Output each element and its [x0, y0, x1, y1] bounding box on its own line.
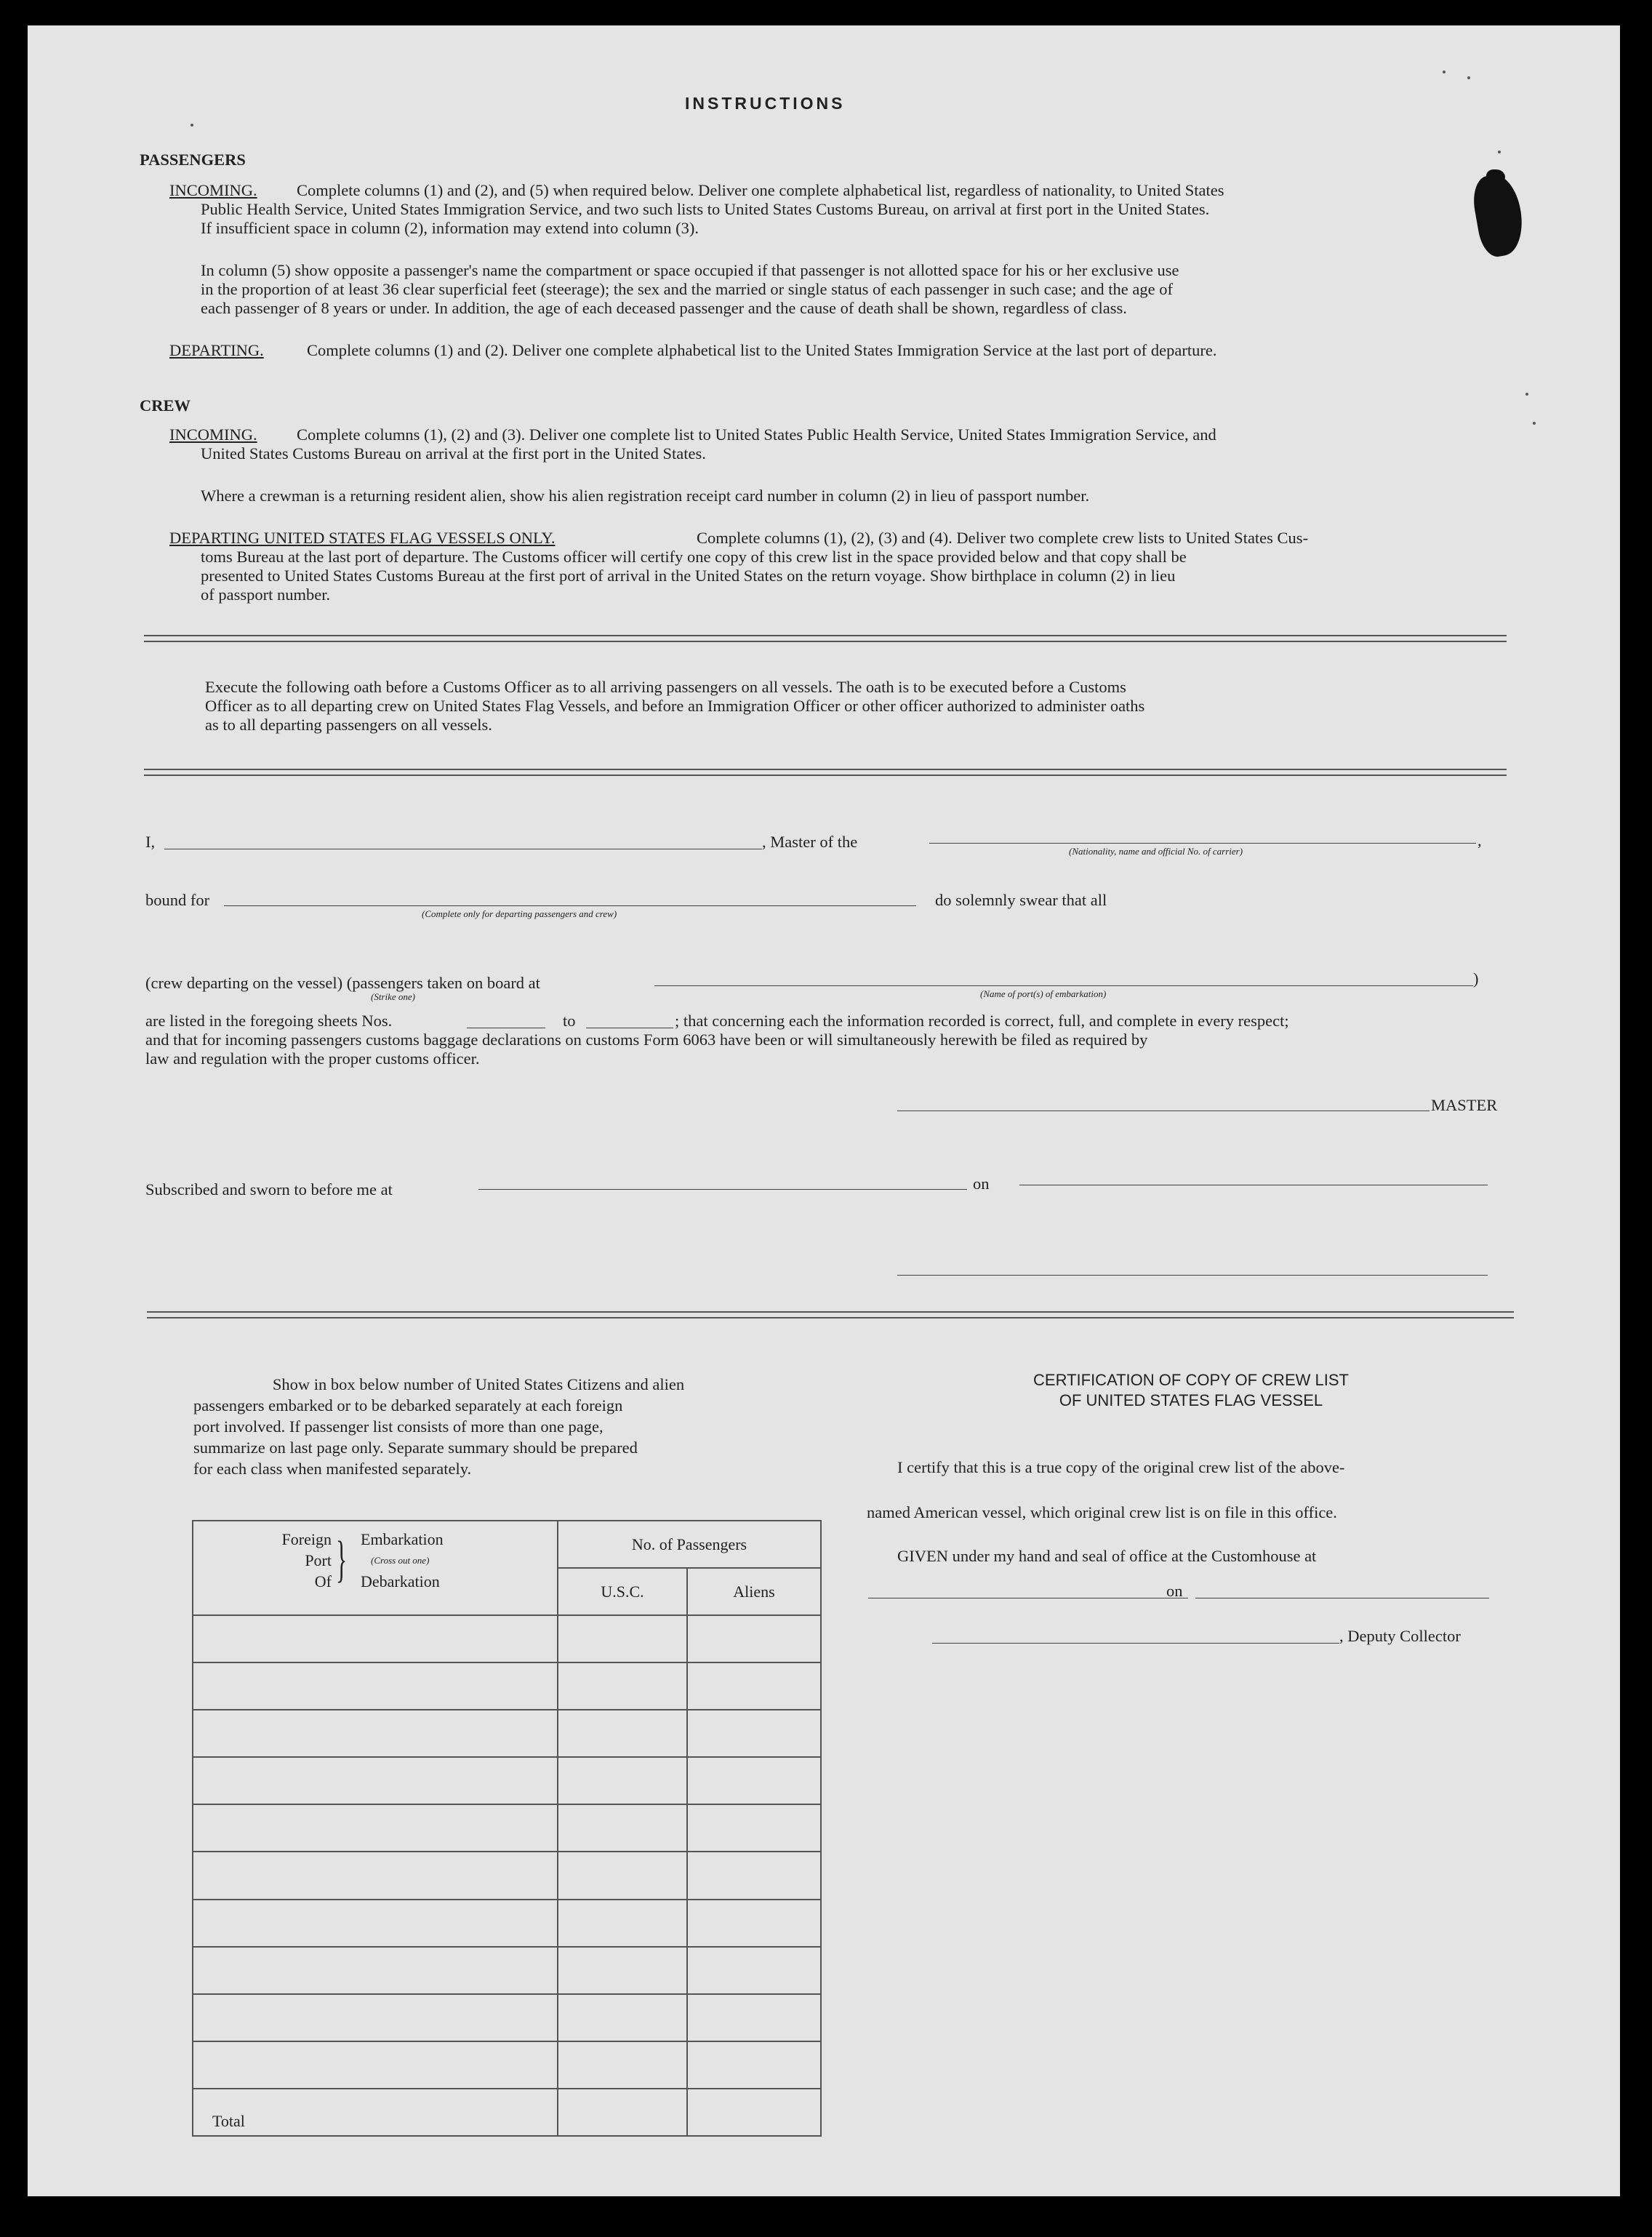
bound-for-field[interactable]: [224, 905, 916, 906]
deputy-collector-label: , Deputy Collector: [1339, 1627, 1461, 1645]
listed-suffix: ; that concerning each the information recorded is correct, full, and complete in every respect;: [675, 1012, 1289, 1030]
usc-header: U.S.C.: [558, 1568, 687, 1615]
divider-1: [144, 635, 1507, 642]
close-paren: ): [1473, 969, 1479, 988]
total-label: Total: [193, 2089, 558, 2136]
crew-incoming-label: INCOMING.: [169, 425, 257, 444]
crew-departing-text-3: presented to United States Customs Bureau at the first port of arrival in the United States on the return voyage. Show birthplace in column (2) in lieu: [201, 567, 1176, 585]
sworn-place-field[interactable]: [478, 1189, 967, 1190]
crew-incoming-text-2: United States Customs Bureau on arrival at the first port in the United States.: [201, 444, 706, 463]
oath-i-label: I,: [145, 833, 156, 851]
summary-text-2: passengers embarked or to be debarked separately at each foreign: [193, 1396, 623, 1414]
no-passengers-header: No. of Passengers: [558, 1521, 821, 1568]
aliens-cell[interactable]: [687, 1662, 821, 1710]
foreign-label: Foreign: [281, 1530, 332, 1548]
oath-instructions-3: as to all departing passengers on all vessels.: [205, 716, 492, 734]
usc-cell[interactable]: [558, 1947, 687, 1994]
usc-cell[interactable]: [558, 1852, 687, 1899]
crew-heading: CREW: [140, 396, 191, 415]
ports-caption: (Name of port(s) of embarkation): [980, 988, 1107, 999]
usc-cell[interactable]: [558, 1804, 687, 1852]
total-aliens-cell[interactable]: [687, 2089, 821, 2136]
crewman-text: Where a crewman is a returning resident alien, show his alien registration receipt card number in column (2) in lieu of passport number.: [201, 487, 1090, 505]
bound-for-label: bound for: [145, 891, 210, 909]
master-label: MASTER: [1431, 1096, 1498, 1114]
certification-line-3: GIVEN under my hand and seal of office at the Customhouse at: [897, 1547, 1317, 1565]
certification-title-2: OF UNITED STATES FLAG VESSEL: [1059, 1391, 1323, 1409]
port-cell[interactable]: [193, 1757, 558, 1804]
ports-field[interactable]: [654, 985, 1473, 986]
crew-departing-label: DEPARTING UNITED STATES FLAG VESSELS ONLY.: [169, 529, 556, 547]
carrier-field[interactable]: [929, 843, 1476, 844]
subscribed-label: Subscribed and sworn to before me at: [145, 1180, 393, 1198]
speck: [1467, 76, 1470, 79]
crew-incoming-text-1: Complete columns (1), (2) and (3). Deliver one complete list to United States Public Health Service, United States Immigration Service, and: [297, 425, 1216, 444]
page-title: INSTRUCTIONS: [685, 94, 846, 113]
crew-departing-text-1: Complete columns (1), (2), (3) and (4). Deliver two complete crew lists to United States Cus-: [697, 529, 1309, 547]
port-label: Port: [305, 1551, 332, 1569]
master-of-label: , Master of the: [762, 833, 858, 851]
total-usc-cell[interactable]: [558, 2089, 687, 2136]
column5-text-2: in the proportion of at least 36 clear superficial feet (steerage); the sex and the married or single status of each passenger in such case; and the age of: [201, 280, 1173, 298]
passengers-heading: PASSENGERS: [140, 151, 246, 169]
port-cell[interactable]: [193, 1900, 558, 1947]
aliens-cell[interactable]: [687, 1615, 821, 1662]
bound-caption: (Complete only for departing passengers and crew): [422, 908, 617, 919]
brace-icon: }: [336, 1532, 348, 1588]
oath-instructions-1: Execute the following oath before a Customs Officer as to all arriving passengers on all vessels. The oath is to be executed before a Customs: [205, 678, 1126, 696]
aliens-cell[interactable]: [687, 2041, 821, 2089]
certification-on-label: on: [1166, 1582, 1183, 1600]
officer-signature-field[interactable]: [897, 1275, 1488, 1276]
crew-departing-text-2: toms Bureau at the last port of departure. The Customs officer will certify one copy of this crew list in the space provided below and that copy shall be: [201, 548, 1187, 566]
usc-cell[interactable]: [558, 1900, 687, 1947]
cross-out-label: (Cross out one): [371, 1555, 430, 1566]
passengers-incoming-label: INCOMING.: [169, 181, 257, 199]
port-cell[interactable]: [193, 1947, 558, 1994]
column5-text-3: each passenger of 8 years or under. In addition, the age of each deceased passenger and the cause of death shall be shown, regardless of class.: [201, 299, 1127, 317]
aliens-cell[interactable]: [687, 1994, 821, 2041]
aliens-cell[interactable]: [687, 1710, 821, 1757]
port-cell[interactable]: [193, 1852, 558, 1899]
comma-mark: ,: [1477, 831, 1482, 849]
to-label: to: [563, 1012, 576, 1030]
aliens-cell[interactable]: [687, 1947, 821, 1994]
oath-line-3: law and regulation with the proper customs officer.: [145, 1049, 480, 1068]
certification-line-1: I certify that this is a true copy of the original crew list of the above-: [897, 1458, 1345, 1476]
port-cell[interactable]: [193, 1994, 558, 2041]
speck: [1533, 422, 1536, 425]
port-cell[interactable]: [193, 1615, 558, 1662]
of-label: Of: [314, 1572, 332, 1590]
listed-prefix: are listed in the foregoing sheets Nos.: [145, 1012, 393, 1030]
aliens-cell[interactable]: [687, 1900, 821, 1947]
port-cell[interactable]: [193, 2041, 558, 2089]
aliens-cell[interactable]: [687, 1804, 821, 1852]
summary-text-4: summarize on last page only. Separate summary should be prepared: [193, 1438, 638, 1457]
sworn-on-label: on: [973, 1174, 990, 1193]
usc-cell[interactable]: [558, 1757, 687, 1804]
swear-text: do solemnly swear that all: [935, 891, 1107, 909]
port-header-cell: [193, 1521, 558, 1615]
summary-text-1: Show in box below number of United States Citizens and alien: [272, 1375, 685, 1393]
passenger-summary-table: [192, 1520, 822, 2137]
usc-cell[interactable]: [558, 1710, 687, 1757]
port-cell[interactable]: [193, 1710, 558, 1757]
usc-cell[interactable]: [558, 1662, 687, 1710]
debarkation-label: Debarkation: [361, 1572, 440, 1590]
passengers-departing-label: DEPARTING.: [169, 341, 264, 359]
usc-cell[interactable]: [558, 1994, 687, 2041]
oath-line-2: and that for incoming passengers customs baggage declarations on customs Form 6063 have been or will simultaneously herewith be filed as required by: [145, 1031, 1148, 1049]
embarkation-label: Embarkation: [361, 1530, 444, 1548]
aliens-header: Aliens: [687, 1568, 821, 1615]
certification-title-1: CERTIFICATION OF COPY OF CREW LIST: [1033, 1371, 1349, 1389]
crew-departing-text: (crew departing on the vessel) (passengers taken on board at: [145, 974, 540, 992]
certification-line-2: named American vessel, which original crew list is on file in this office.: [867, 1503, 1337, 1521]
aliens-cell[interactable]: [687, 1852, 821, 1899]
oath-instructions-2: Officer as to all departing crew on United States Flag Vessels, and before an Immigration Officer or other officer authorized to administer oaths: [205, 697, 1145, 715]
speck: [1498, 151, 1501, 153]
usc-cell[interactable]: [558, 2041, 687, 2089]
summary-text-3: port involved. If passenger list consists of more than one page,: [193, 1417, 604, 1436]
crew-departing-text-4: of passport number.: [201, 585, 331, 604]
usc-cell[interactable]: [558, 1615, 687, 1662]
strike-one-caption: (Strike one): [371, 991, 416, 1002]
port-cell[interactable]: [193, 1662, 558, 1710]
passengers-departing-text: Complete columns (1) and (2). Deliver one complete alphabetical list to the United States Immigration Service at the last port of departure.: [307, 341, 1217, 359]
speck: [1443, 71, 1446, 73]
summary-text-5: for each class when manifested separately.: [193, 1460, 472, 1478]
form-page: [28, 25, 1620, 2196]
passengers-incoming-text-3: If insufficient space in column (2), information may extend into column (3).: [201, 219, 699, 237]
divider-2: [144, 769, 1507, 776]
port-cell[interactable]: [193, 1804, 558, 1852]
passengers-incoming-text-1: Complete columns (1) and (2), and (5) when required below. Deliver one complete alphabetical list, regardless of nationality, to United States: [297, 181, 1224, 199]
speck: [191, 124, 193, 127]
aliens-cell[interactable]: [687, 1757, 821, 1804]
passengers-incoming-text-2: Public Health Service, United States Immigration Service, and two such lists to United States Customs Bureau, on arrival at first port in the United States.: [201, 200, 1210, 218]
divider-3: [147, 1311, 1514, 1318]
deputy-signature-field[interactable]: [932, 1643, 1339, 1644]
nationality-caption: (Nationality, name and official No. of carrier): [1069, 846, 1243, 857]
column5-text-1: In column (5) show opposite a passenger's name the compartment or space occupied if that passenger is not allotted space for his or her exclusive use: [201, 261, 1179, 279]
speck: [1525, 393, 1528, 396]
